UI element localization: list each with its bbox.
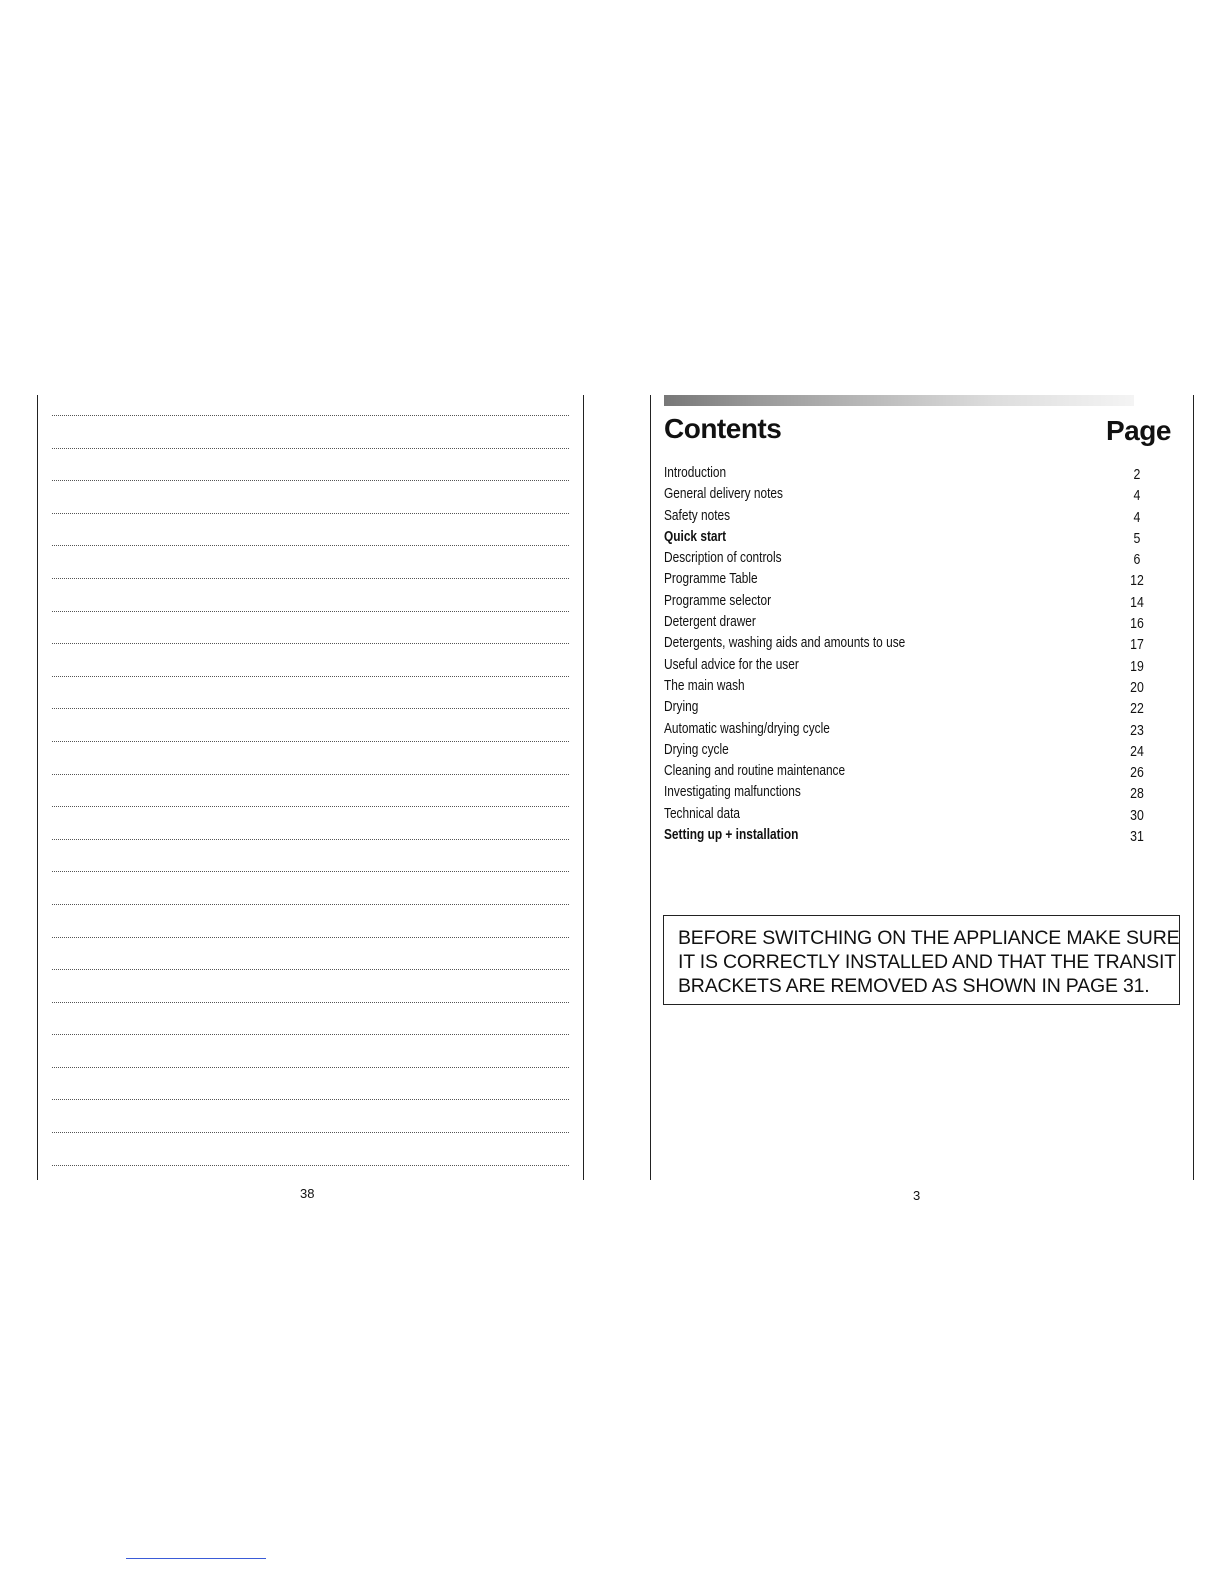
note-line [52, 480, 569, 481]
note-line [52, 448, 569, 449]
header-band [664, 395, 1134, 406]
toc-entry [664, 612, 1144, 633]
note-line [52, 1132, 569, 1133]
toc-entry-page: 5 [1133, 530, 1141, 547]
toc-entry [664, 782, 1144, 803]
note-line [52, 904, 569, 905]
note-line [52, 1034, 569, 1035]
toc-entry [664, 761, 1144, 782]
toc-entry-page: 24 [1130, 743, 1144, 760]
note-line [52, 545, 569, 546]
note-line [52, 708, 569, 709]
note-line [52, 1067, 569, 1068]
toc-entry-page: 4 [1133, 488, 1141, 505]
note-line [52, 969, 569, 970]
note-line [52, 643, 569, 644]
toc-entry-page: 23 [1130, 722, 1144, 739]
toc-entry-page: 6 [1133, 552, 1141, 569]
note-line [52, 578, 569, 579]
warning-line-3: BRACKETS ARE REMOVED AS SHOWN IN PAGE 31. [678, 975, 1150, 997]
toc-entry-label: Programme Table [664, 571, 758, 588]
toc-entry-page: 12 [1130, 573, 1144, 590]
note-line [52, 937, 569, 938]
installation-warning-box [663, 915, 1180, 1005]
note-line [52, 1002, 569, 1003]
warning-line-1: BEFORE SWITCHING ON THE APPLIANCE MAKE SURE [678, 927, 1180, 949]
toc-entry-label: Automatic washing/drying cycle [664, 720, 830, 737]
contents-heading: Contents [664, 413, 782, 444]
toc-entry-label: Drying [664, 699, 699, 716]
toc-entry-label: Cleaning and routine maintenance [664, 763, 846, 780]
note-line [52, 1099, 569, 1100]
toc-entry-label: Quick start [664, 528, 727, 545]
toc-entry-page: 28 [1130, 786, 1144, 803]
toc-entry-label: Introduction [664, 465, 727, 481]
toc-entry [664, 633, 1144, 654]
toc-entry-label: General delivery notes [664, 486, 783, 503]
toc-entry-label: Investigating malfunctions [664, 784, 801, 801]
page-column-heading: Page [1106, 415, 1171, 446]
left-page-number: 38 [300, 1186, 315, 1201]
toc-entry [664, 676, 1144, 697]
toc-entry-page: 19 [1130, 658, 1144, 675]
note-lines [52, 415, 569, 1197]
note-line [52, 513, 569, 514]
toc-entry-label: Technical data [664, 805, 741, 822]
toc-entry-page: 20 [1130, 679, 1144, 696]
toc-entry-label: Useful advice for the user [664, 656, 799, 673]
right-page-number: 3 [913, 1188, 921, 1203]
toc-entry-label: The main wash [664, 677, 745, 694]
toc-entry-label: Drying cycle [664, 741, 729, 758]
toc-entry-page: 22 [1130, 701, 1144, 718]
toc-entry [664, 719, 1144, 740]
note-line [52, 676, 569, 677]
toc-entry [664, 825, 1144, 846]
toc-entry-label: Setting up + installation [664, 827, 799, 844]
note-line [52, 774, 569, 775]
toc-entry [664, 548, 1144, 569]
note-line [52, 741, 569, 742]
toc-entry [664, 569, 1144, 590]
toc-entry-label: Description of controls [664, 550, 782, 567]
toc-entry-page: 31 [1130, 829, 1144, 846]
toc-entry-label: Detergent drawer [664, 614, 756, 631]
toc-entry [664, 697, 1144, 718]
note-line [52, 1165, 569, 1166]
toc-entry-page: 2 [1133, 467, 1141, 483]
note-line [52, 806, 569, 807]
toc-entry [664, 484, 1144, 505]
note-line [52, 611, 569, 612]
toc-entry [664, 655, 1144, 676]
toc-entry-label: Safety notes [664, 507, 731, 524]
toc-entry-page: 30 [1130, 807, 1144, 824]
toc-entry-page: 14 [1130, 594, 1144, 611]
toc-entry [664, 506, 1144, 527]
note-line [52, 839, 569, 840]
note-line [52, 871, 569, 872]
toc-entry [664, 591, 1144, 612]
contents-page [650, 395, 1194, 1180]
toc-entry-page: 16 [1130, 616, 1144, 633]
table-of-contents [664, 463, 1144, 846]
toc-entry-label: Detergents, washing aids and amounts to use [664, 635, 906, 652]
warning-line-2: IT IS CORRECTLY INSTALLED AND THAT THE TRANSIT [678, 951, 1176, 973]
toc-entry [664, 804, 1144, 825]
note-line [52, 415, 569, 416]
bottom-divider-line [126, 1558, 266, 1559]
toc-entry-label: Programme selector [664, 592, 772, 609]
notes-page [37, 395, 584, 1180]
toc-entry [664, 740, 1144, 761]
toc-entry [664, 463, 1144, 484]
toc-entry-page: 4 [1133, 509, 1141, 526]
toc-entry-page: 17 [1130, 637, 1144, 654]
toc-entry-page: 26 [1130, 765, 1144, 782]
toc-entry [664, 527, 1144, 548]
